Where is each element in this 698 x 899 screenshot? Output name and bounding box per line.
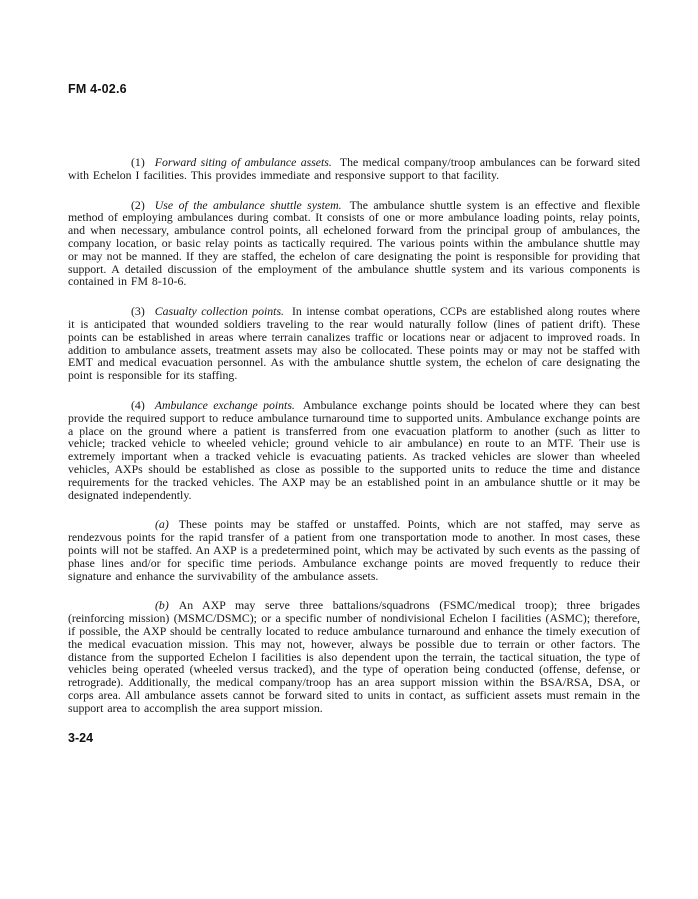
paragraph-lead-phrase: Casualty collection points.	[154, 304, 284, 319]
document-body	[68, 156, 640, 714]
paragraph-label: (2)	[131, 197, 145, 212]
paragraph-label: (1)	[131, 155, 145, 169]
paragraph-text: These points may be staffed or unstaffed. Points, which are not staffed, may serve as rendezvous points for the rapid transfer of a patient from one transportation mode to another. In most cases, these points will not be staffed. An AXP is a predetermined point, which may be activated by such events as the passing of phase lines and/or for specific time periods. Ambulance exchange points are moved frequently to reduce their signature and enhance the survivability of the ambulance assets.	[68, 517, 640, 583]
paragraph-text: The ambulance shuttle system is an effective and flexible method of employing ambulances during combat. It consists of one or more ambulance loading points, relay points, and when necessary, ambulance control points, all echeloned forward from the principal group of ambulances, the company location, or basic relay points as tactically required. The various points within the ambulance shuttle may or may not be manned. If they are staffed, the echelon of care designating the point is responsible for providing that support. A detailed discussion of the employment of the ambulance shuttle system and its various components is contained in FM 8-10-6.	[68, 197, 640, 289]
paragraph-text: In intense combat operations, CCPs are established along routes where it is anticipated that wounded soldiers traveling to the rear would naturally follow (lines of patient drift). These points can be established in areas where terrain canalizes traffic or locations near or adjacent to improved roads. In addition to ambulance assets, treatment assets may also be collocated. These points may or may not be staffed with EMT and medical evacuation personnel. As with the ambulance shuttle system, the echelon of care designating the point is responsible for its staffing.	[68, 304, 640, 383]
paragraph-2	[68, 199, 640, 289]
paragraph-text: An AXP may serve three battalions/squadrons (FSMC/medical troop); three brigades (reinforcing mission) (MSMC/DSMC); or a specific number of nondivisional Echelon I facilities (ASMC); therefore, if possible, the AXP should be centrally located to reduce ambulance turnaround and enhance the timely execution of the medical evacuation mission. This may not, however, always be possible due to terrain or other factors. The distance from the supported Echelon I facilities is also dependent upon the terrain, the tactical situation, the type of vehicles being operated (wheeled versus tracked), and the type of operation being conducted (offense, defense, or retrograde). Additionally, the medical company/troop has an area support mission within the BSA/RSA, DSA, or corps area. All ambulance assets cannot be forward sited to units in contact, as sufficient assets must remain in the support area to accomplish the area support mission.	[68, 598, 640, 715]
paragraph-label: (a)	[155, 517, 169, 532]
paragraph-b	[68, 599, 640, 714]
paragraph-text: Ambulance exchange points should be located where they can best provide the required support to reduce ambulance turnaround time to supported units. Ambulance exchange points are a place on the ground where a patient is transferred from one evacuation platform to another (such as litter to vehicle; tracked vehicle to wheeled vehicle; ground vehicle to air ambulance) en route to an MTF. Their use is extremely important when a tracked vehicle is evacuating patients. As tracked vehicles are slower than wheeled vehicles, AXPs should be established as close as possible to the supported units to reduce the time and distance requirements for the tracked vehicles. The AXP may be an established point in an ambulance shuttle or it may be designated independently.	[68, 397, 640, 502]
paragraph-text: The medical company/troop ambulances can be forward sited with Echelon I facilities. This provides immediate and responsive support to that facility.	[68, 155, 640, 182]
paragraph-3	[68, 305, 640, 382]
paragraph-4	[68, 399, 640, 501]
page-number: 3-24	[68, 731, 94, 746]
paragraph-lead-phrase: Ambulance exchange points.	[154, 397, 295, 412]
paragraph-1	[68, 156, 640, 182]
paragraph-label: (4)	[131, 397, 145, 412]
paragraph-lead-phrase: Use of the ambulance shuttle system.	[154, 197, 342, 212]
paragraph-lead-phrase: Forward siting of ambulance assets.	[154, 155, 332, 169]
page-footer	[68, 731, 640, 745]
paragraph-a	[68, 518, 640, 582]
manual-number: FM 4-02.6	[68, 82, 127, 96]
page-header	[68, 82, 640, 96]
paragraph-label: (3)	[131, 304, 145, 319]
paragraph-label: (b)	[155, 598, 169, 613]
